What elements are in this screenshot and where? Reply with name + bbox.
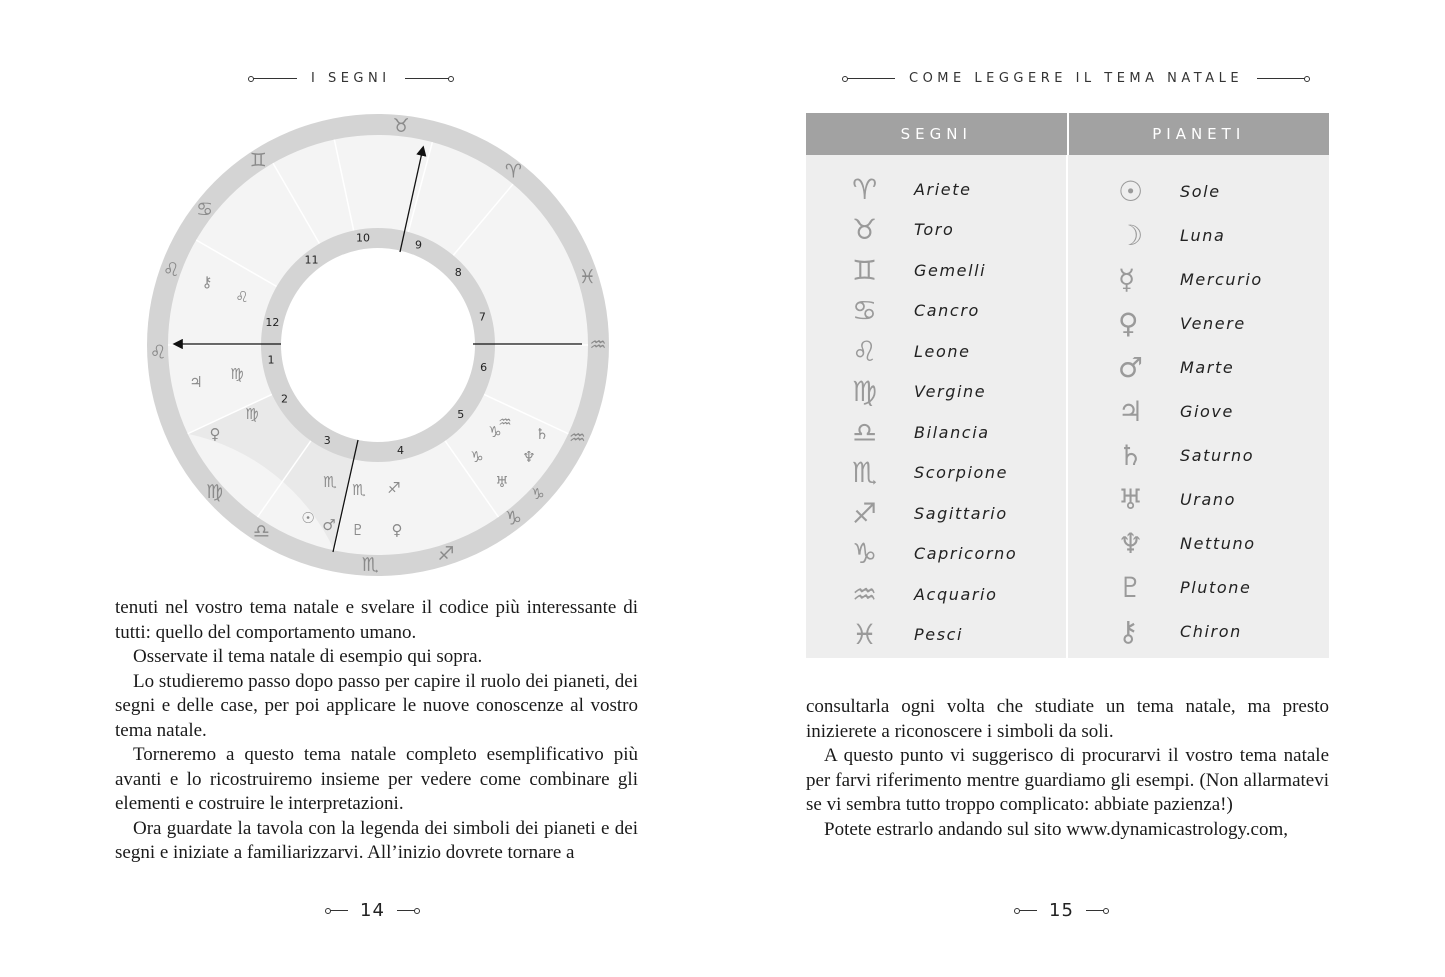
legend-row [1118, 433, 1263, 477]
chart-glyph-icon: ♅ [495, 473, 509, 491]
legend-label: Capricorno [914, 544, 1018, 564]
zodiac-sign-icon: ♏ [361, 553, 379, 576]
footer-rule-right [1086, 910, 1106, 911]
symbols-legend-table [806, 113, 1329, 658]
legend-row [852, 615, 1017, 656]
legend-row [852, 169, 1017, 210]
footer-rule-left [328, 910, 348, 911]
paragraph: Torneremo a questo tema natale completo esemplificativo più avanti e lo ricostruiremo insieme per vedere come combinare gli elementi e costruire le interpretazioni. [115, 744, 638, 814]
saturno-symbol-icon: ♄ [1118, 438, 1144, 472]
paragraph: Potete estrarlo andando sul sito www.dynamicastrology.com, [824, 818, 1288, 840]
zodiac-sign-icon: ♒ [568, 426, 586, 449]
legend-label: Pesci [914, 625, 964, 645]
signs-list [852, 169, 1017, 655]
legend-label: Urano [1180, 489, 1237, 509]
ariete-symbol-icon: ♈ [852, 172, 878, 206]
chart-glyph-icon: ♏ [323, 473, 337, 491]
header-rule-left [845, 78, 895, 79]
legend-label: Saturno [1180, 445, 1255, 465]
planets-column-title: PIANETI [1152, 125, 1246, 143]
column-divider [1066, 155, 1068, 658]
paragraph: tenuti nel vostro tema natale e svelare il codice più interessante di tutti: quello del comportamento umano. [115, 597, 638, 643]
legend-row [852, 372, 1017, 413]
bilancia-symbol-icon: ♎ [852, 415, 878, 449]
zodiac-sign-icon: ♌ [149, 341, 167, 364]
legend-label: Chiron [1180, 621, 1242, 641]
header-title: COME LEGGERE IL TEMA NATALE [909, 70, 1244, 86]
legend-row [1118, 477, 1263, 521]
house-number: 5 [457, 407, 465, 421]
footer-rule-right [397, 910, 417, 911]
marte-symbol-icon: ♂ [1118, 350, 1144, 384]
nettuno-symbol-icon: ♆ [1118, 526, 1144, 560]
legend-label: Scorpione [914, 463, 1009, 483]
legend-label: Marte [1180, 357, 1235, 377]
chart-glyph-icon: ♂ [322, 516, 336, 534]
house-number: 1 [267, 353, 275, 367]
paragraph: consultarla ogni volta che studiate un tema natale, ma presto inizierete a riconoscere i simboli da soli. [806, 696, 1329, 742]
legend-label: Mercurio [1180, 269, 1263, 289]
gemelli-symbol-icon: ♊ [852, 253, 878, 287]
legend-label: Sagittario [914, 503, 1008, 523]
paragraph: Ora guardate la tavola con la legenda dei simboli dei pianeti e dei segni e iniziate a familiarizzarvi. All’inizio dovrete tornare a [115, 817, 638, 863]
right-page-footer [1017, 897, 1106, 923]
legend-label: Acquario [914, 584, 998, 604]
legend-label: Venere [1180, 313, 1246, 333]
chart-glyph-icon: ♍ [245, 405, 259, 423]
natal-chart-wheel [145, 112, 611, 578]
legend-row [852, 534, 1017, 575]
venere-symbol-icon: ♀ [1118, 306, 1139, 340]
house-number: 7 [478, 310, 486, 324]
zodiac-sign-icon: ♌ [162, 258, 180, 281]
house-number: 9 [414, 238, 422, 252]
right-body-text [806, 695, 1329, 842]
legend-label: Vergine [914, 382, 987, 402]
house-number: 11 [304, 253, 319, 267]
inner-circle [281, 248, 475, 442]
legend-label: Plutone [1180, 577, 1252, 597]
legend-row [1118, 257, 1263, 301]
legend-row [1118, 345, 1263, 389]
header-title: I SEGNI [311, 70, 391, 86]
legend-header [806, 113, 1329, 155]
cancro-symbol-icon: ♋ [852, 294, 878, 328]
legend-row [1118, 169, 1263, 213]
acquario-symbol-icon: ♒ [852, 577, 878, 611]
legend-label: Toro [914, 220, 955, 240]
legend-row [852, 412, 1017, 453]
zodiac-sign-icon: ♉ [392, 115, 410, 138]
chart-glyph-icon: ⚷ [201, 273, 213, 291]
zodiac-sign-icon: ♑ [504, 507, 522, 530]
legend-label: Ariete [914, 179, 972, 199]
house-number: 3 [323, 433, 331, 447]
legend-row [1118, 521, 1263, 565]
leone-symbol-icon: ♌ [852, 334, 878, 368]
zodiac-sign-icon: ♒ [589, 334, 607, 356]
urano-symbol-icon: ♅ [1118, 482, 1144, 516]
chiron-symbol-icon: ⚷ [1118, 614, 1139, 648]
zodiac-sign-icon: ♐ [437, 543, 455, 566]
house-number: 8 [454, 266, 462, 280]
scorpione-symbol-icon: ♏ [852, 456, 878, 490]
toro-symbol-icon: ♉ [852, 213, 878, 247]
legend-label: Cancro [914, 301, 980, 321]
legend-label: Nettuno [1180, 533, 1256, 553]
vergine-symbol-icon: ♍ [852, 375, 878, 409]
signs-column-title: SEGNI [900, 125, 972, 143]
house-number: 6 [480, 360, 488, 374]
planets-list [1118, 169, 1263, 653]
legend-row [1118, 389, 1263, 433]
legend-row [852, 291, 1017, 332]
house-number: 2 [280, 392, 288, 406]
zodiac-sign-icon: ♋ [196, 198, 214, 221]
legend-label: Leone [914, 341, 971, 361]
header-rule-left [251, 78, 297, 79]
legend-row [852, 453, 1017, 494]
chart-glyph-icon: ♆ [522, 448, 536, 466]
chart-glyph-icon: ♇ [351, 521, 365, 539]
luna-symbol-icon: ☽ [1118, 218, 1144, 252]
sole-symbol-icon: ☉ [1118, 174, 1144, 208]
legend-row [1118, 609, 1263, 653]
legend-row [852, 250, 1017, 291]
mercurio-symbol-icon: ☿ [1118, 262, 1136, 296]
house-number: 10 [355, 231, 370, 245]
chart-glyph-icon: ♐ [387, 479, 401, 497]
capricorno-symbol-icon: ♑ [852, 537, 878, 571]
legend-row [1118, 213, 1263, 257]
legend-label: Bilancia [914, 422, 990, 442]
house-number: 12 [265, 316, 280, 330]
legend-label: Giove [1180, 401, 1234, 421]
paragraph: Osservate il tema natale di esempio qui sopra. [133, 646, 483, 667]
chart-glyph-icon: ♌ [235, 288, 249, 306]
legend-row [1118, 565, 1263, 609]
giove-symbol-icon: ♃ [1118, 394, 1144, 428]
pesci-symbol-icon: ♓ [852, 618, 878, 652]
header-rule-right [1257, 78, 1307, 79]
chart-glyph-icon: ♃ [189, 373, 203, 391]
legend-row [852, 574, 1017, 615]
footer-rule-left [1017, 910, 1037, 911]
chart-glyph-icon: ♀ [209, 425, 221, 443]
chart-glyph-icon: ☉ [301, 509, 315, 527]
chart-glyph-icon: ♄ [535, 425, 549, 443]
zodiac-sign-icon: ♎ [252, 520, 270, 543]
chart-glyph-icon: ♒ [498, 413, 512, 431]
page-number: 14 [360, 899, 385, 921]
right-page [722, 0, 1445, 977]
legend-label: Gemelli [914, 260, 987, 280]
legend-label: Luna [1180, 225, 1226, 245]
zodiac-sign-icon: ♓ [578, 266, 596, 289]
legend-row [852, 210, 1017, 251]
house-number: 4 [396, 444, 404, 458]
left-page-footer [328, 897, 417, 923]
paragraph: A questo punto vi suggerisco di procurarvi il vostro tema natale per farvi riferimento mentre guardiamo gli esempi. (Non allarmatevi se vi sembra tutto troppo complicato: abbiate pazienza!) [806, 745, 1329, 815]
left-body-text [115, 596, 638, 866]
chart-glyph-icon: ♑ [531, 485, 545, 503]
chart-glyph-icon: ♍ [230, 365, 244, 383]
header-rule-right [405, 78, 451, 79]
chart-glyph-icon: ♑ [470, 448, 484, 466]
legend-row [852, 331, 1017, 372]
zodiac-sign-icon: ♊ [249, 149, 267, 172]
chart-glyph-icon: ♑ [488, 423, 502, 441]
legend-row [1118, 301, 1263, 345]
left-running-header [251, 66, 451, 90]
legend-row [852, 493, 1017, 534]
paragraph: Lo studieremo passo dopo passo per capire il ruolo dei pianeti, dei segni e delle case, per poi applicare le nuove conoscenze al vostro tema natale. [115, 670, 638, 741]
right-running-header [845, 66, 1307, 90]
sagittario-symbol-icon: ♐ [852, 496, 878, 530]
plutone-symbol-icon: ♇ [1118, 570, 1144, 604]
page-number: 15 [1049, 899, 1074, 921]
zodiac-sign-icon: ♈ [504, 160, 522, 183]
legend-label: Sole [1180, 181, 1221, 201]
chart-glyph-icon: ♀ [391, 521, 403, 539]
left-page [0, 0, 722, 977]
chart-glyph-icon: ♏ [352, 481, 366, 499]
zodiac-sign-icon: ♍ [205, 481, 224, 504]
